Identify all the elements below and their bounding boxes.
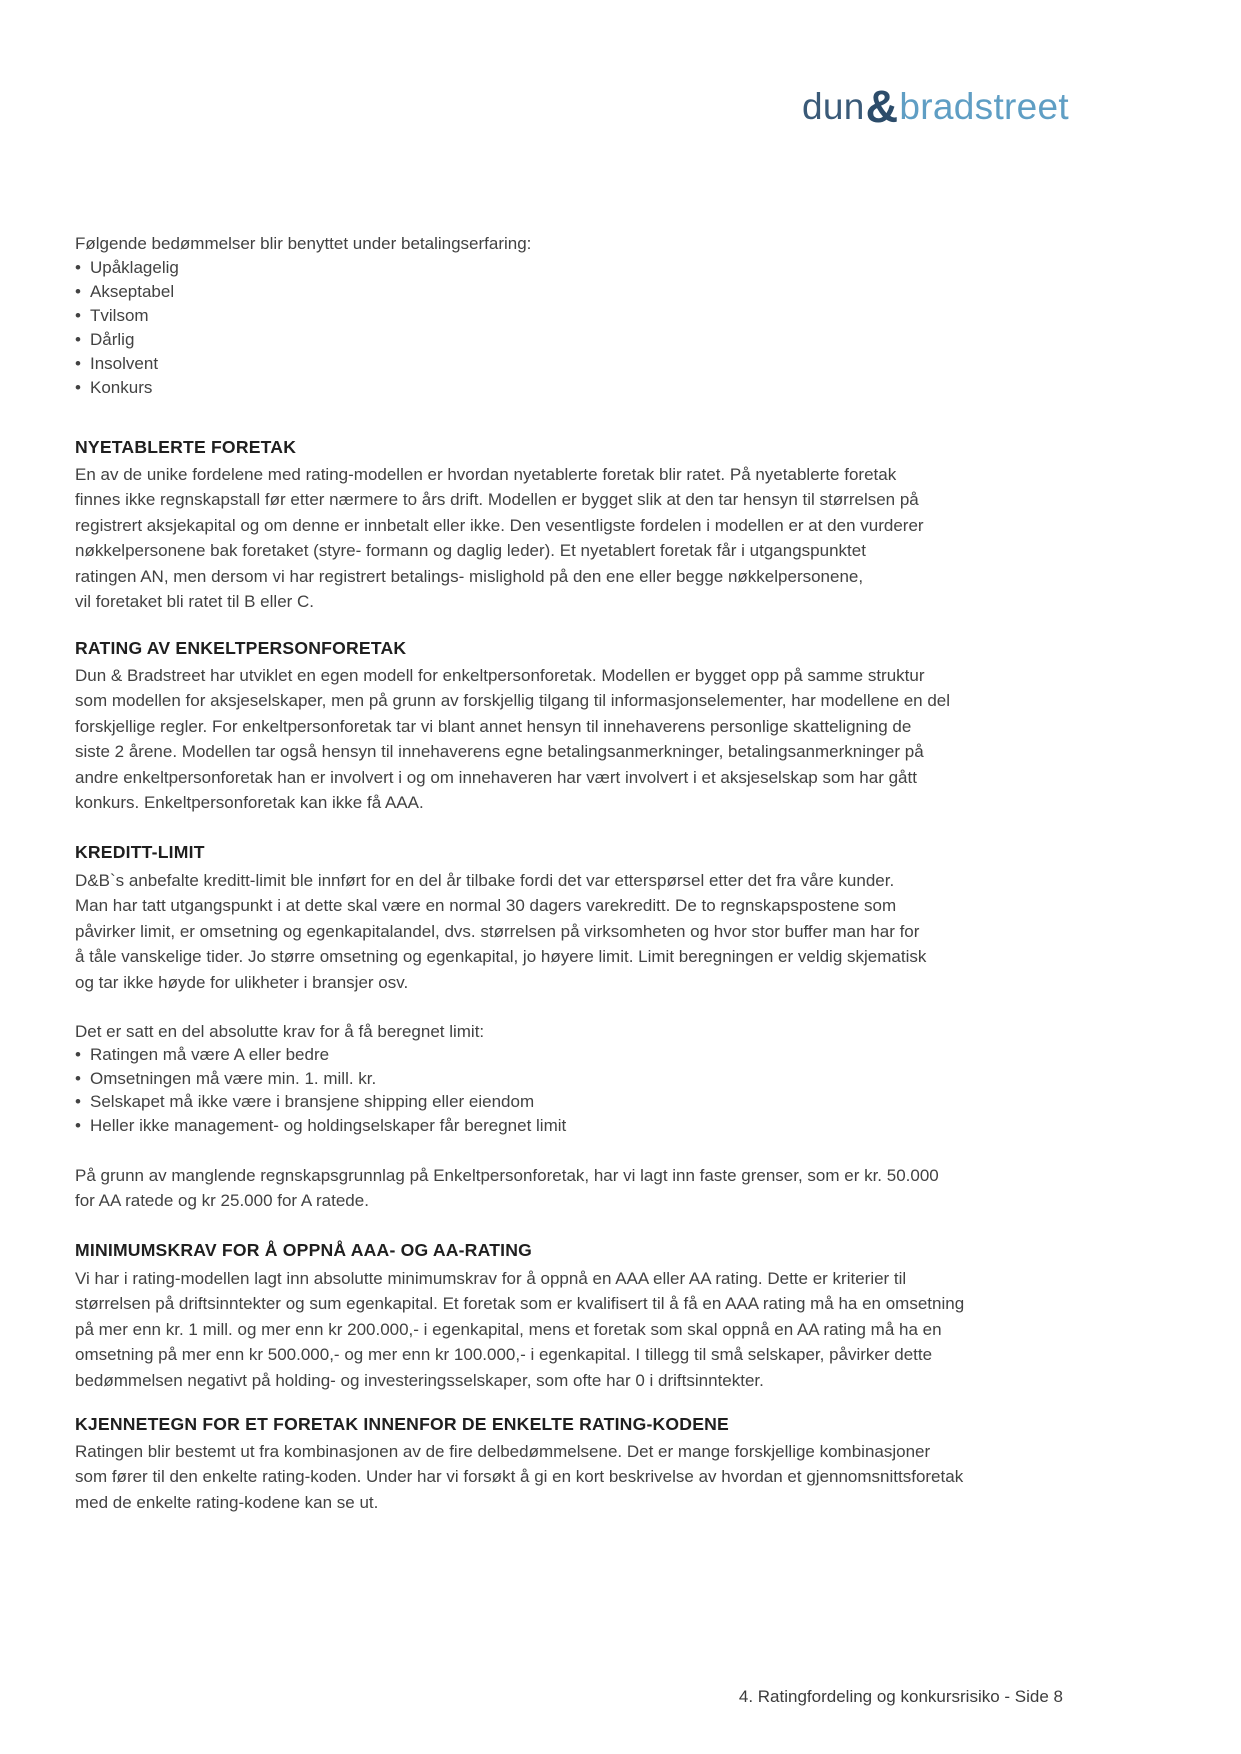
section-paragraph-nyetablerte-foretak xyxy=(75,462,924,614)
paragraph-line: nøkkelpersonene bak foretaket (styre- formann og daglig leder). Et nyetablert foretak får i utgangspunktet xyxy=(75,541,866,561)
paragraph-line: størrelsen på driftsinntekter og sum egenkapital. Et foretak som er kvalifisert til å få en AAA rating må ha en omsetning xyxy=(75,1294,965,1314)
paragraph-line: vil foretaket bli ratet til B eller C. xyxy=(75,592,315,612)
list-item xyxy=(75,330,179,354)
list-item xyxy=(75,1045,566,1069)
list-item-label: Ratingen må være A eller bedre xyxy=(90,1045,330,1064)
list-item-label: Heller ikke management- og holdingselskaper får beregnet limit xyxy=(90,1115,567,1135)
paragraph-line: påvirker limit, er omsetning og egenkapitalandel, dvs. størrelsen på virksomheten og hvor stor buffer man har for xyxy=(75,921,920,941)
list-item xyxy=(75,1069,566,1093)
section-paragraph-kjennetegn xyxy=(75,1439,963,1515)
paragraph-line: En av de unike fordelene med rating-modellen er hvordan nyetablerte foretak blir ratet. På nyetablerte foretak xyxy=(75,465,897,484)
list-item-label: Selskapet må ikke være i bransjene shipping eller eiendom xyxy=(90,1092,535,1111)
bullet-icon: • xyxy=(75,282,81,301)
section-paragraph-minimumskrav xyxy=(75,1266,964,1393)
list-item-label: Omsetningen må være min. 1. mill. kr. xyxy=(90,1068,377,1088)
list-item-label: Tvilsom xyxy=(90,306,149,325)
list-item-label: Insolvent xyxy=(90,354,159,373)
paragraph-line: Ratingen blir bestemt ut fra kombinasjonen av de fire delbedømmelsene. Det er mange forskjellige kombinasjoner xyxy=(75,1442,931,1461)
fixed-limits-note xyxy=(75,1163,939,1214)
list-item xyxy=(75,258,179,282)
intro-lead-line: Følgende bedømmelser blir benyttet under betalingserfaring: xyxy=(75,234,532,253)
list-item-label: Akseptabel xyxy=(90,282,175,301)
paragraph-line: som fører til den enkelte rating-koden. Under har vi forsøkt å gi en kort beskrivelse av hvordan et gjennomsnittsforetak xyxy=(75,1467,964,1487)
paragraph-line: å tåle vanskelige tider. Jo større omsetning og egenkapital, jo høyere limit. Limit beregningen er veldig skjematisk xyxy=(75,947,927,967)
logo-text-bradstreet: bradstreet xyxy=(899,86,1069,127)
section-heading-nyetablerte-foretak: NYETABLERTE FORETAK xyxy=(75,437,297,457)
list-item xyxy=(75,1116,566,1140)
intro-paragraph xyxy=(75,231,531,256)
list-item xyxy=(75,282,179,306)
list-item-label: Dårlig xyxy=(90,330,135,349)
paragraph-line: andre enkeltpersonforetak han er involvert i og om innehaveren har vært involvert i et aksjeselskap som har gått xyxy=(75,767,917,787)
paragraph-line: D&B`s anbefalte kreditt-limit ble innført for en del år tilbake fordi det var etterspørsel etter det fra våre kunder. xyxy=(75,871,895,890)
list-item-label: Konkurs xyxy=(90,378,153,397)
limit-requirements-lead xyxy=(75,1019,484,1044)
paragraph-line: registrert aksjekapital og om denne er innbetalt eller ikke. Den vesentligste fordelen i modellen er at den vurderer xyxy=(75,515,924,535)
paragraph-line: med de enkelte rating-kodene kan se ut. xyxy=(75,1492,379,1512)
section-heading-rating-enkeltpersonforetak: RATING AV ENKELTPERSONFORETAK xyxy=(75,638,407,658)
page-footer: 4. Ratingfordeling og konkursrisiko - Side 8 xyxy=(738,1687,1063,1706)
paragraph-line: finnes ikke regnskapstall før etter nærmere to års drift. Modellen er bygget slik at den tar hensyn til størrelsen på xyxy=(75,490,919,510)
paragraph-line: Det er satt en del absolutte krav for å få beregnet limit: xyxy=(75,1022,485,1041)
paragraph-line: konkurs. Enkeltpersonforetak kan ikke få AAA. xyxy=(75,793,424,813)
list-item xyxy=(75,354,179,378)
section-paragraph-kreditt-limit xyxy=(75,868,926,995)
bullet-icon: • xyxy=(75,1068,81,1088)
paragraph-line: for AA ratede og kr 25.000 for A ratede. xyxy=(75,1191,369,1211)
bullet-icon: • xyxy=(75,330,81,349)
paragraph-line: Vi har i rating-modellen lagt inn absolutte minimumskrav for å oppnå en AAA eller AA rating. Dette er kriterier til xyxy=(75,1269,907,1288)
dun-bradstreet-logo xyxy=(801,81,1069,132)
paragraph-line: siste 2 årene. Modellen tar også hensyn til innehaverens egne betalingsanmerkninger, betalingsanmerkninger på xyxy=(75,742,924,762)
paragraph-line: bedømmelsen negativt på holding- og investeringsselskaper, som ofte har 0 i driftsinntekter. xyxy=(75,1370,764,1390)
section-heading-kreditt-limit: KREDITT-LIMIT xyxy=(75,842,205,862)
paragraph-line: og tar ikke høyde for ulikheter i bransjer osv. xyxy=(75,972,409,992)
section-paragraph-rating-enkeltpersonforetak xyxy=(75,663,950,815)
paragraph-line: ratingen AN, men dersom vi har registrert betalings- mislighold på den ene eller begge nøkkelpersonene, xyxy=(75,566,864,586)
logo-text-dun: dun xyxy=(801,86,865,127)
limit-requirements-bullet-list xyxy=(75,1045,566,1139)
ampersand-icon: & xyxy=(865,81,899,132)
section-heading-kjennetegn: KJENNETEGN FOR ET FORETAK INNENFOR DE ENKELTE RATING-KODENE xyxy=(75,1414,729,1434)
paragraph-line: som modellen for aksjeselskaper, men på grunn av forskjellig tilgang til informasjonselementer, har modellene en del xyxy=(75,691,951,711)
paragraph-line: På grunn av manglende regnskapsgrunnlag på Enkeltpersonforetak, har vi lagt inn faste grenser, som er kr. 50.000 xyxy=(75,1166,939,1185)
bullet-icon: • xyxy=(75,1115,81,1135)
bullet-icon: • xyxy=(75,258,81,277)
paragraph-line: Dun & Bradstreet har utviklet en egen modell for enkeltpersonforetak. Modellen er bygget opp på samme struktur xyxy=(75,666,925,685)
bullet-icon: • xyxy=(75,1045,81,1064)
list-item xyxy=(75,306,179,330)
paragraph-line: på mer enn kr. 1 mill. og mer enn kr 200.000,- i egenkapital, mens et foretak som skal oppnå en AA rating må ha en xyxy=(75,1319,942,1339)
list-item xyxy=(75,378,179,402)
list-item xyxy=(75,1092,566,1116)
paragraph-line: forskjellige regler. For enkeltpersonforetak tar vi blant annet hensyn til innehaverens personlige skatteligning de xyxy=(75,716,912,736)
paragraph-line: omsetning på mer enn kr 500.000,- og mer enn kr 100.000,- i egenkapital. I tillegg til små selskaper, påvirker dette xyxy=(75,1345,933,1365)
bullet-icon: • xyxy=(75,378,81,397)
bullet-icon: • xyxy=(75,354,81,373)
list-item-label: Upåklagelig xyxy=(90,258,179,277)
paragraph-line: Man har tatt utgangspunkt i at dette skal være en normal 30 dagers varekreditt. De to regnskapspostene som xyxy=(75,896,897,916)
assessment-bullet-list xyxy=(75,258,179,402)
section-heading-minimumskrav: MINIMUMSKRAV FOR Å OPPNÅ AAA- OG AA-RATING xyxy=(75,1240,533,1260)
bullet-icon: • xyxy=(75,306,81,325)
bullet-icon: • xyxy=(75,1092,81,1111)
